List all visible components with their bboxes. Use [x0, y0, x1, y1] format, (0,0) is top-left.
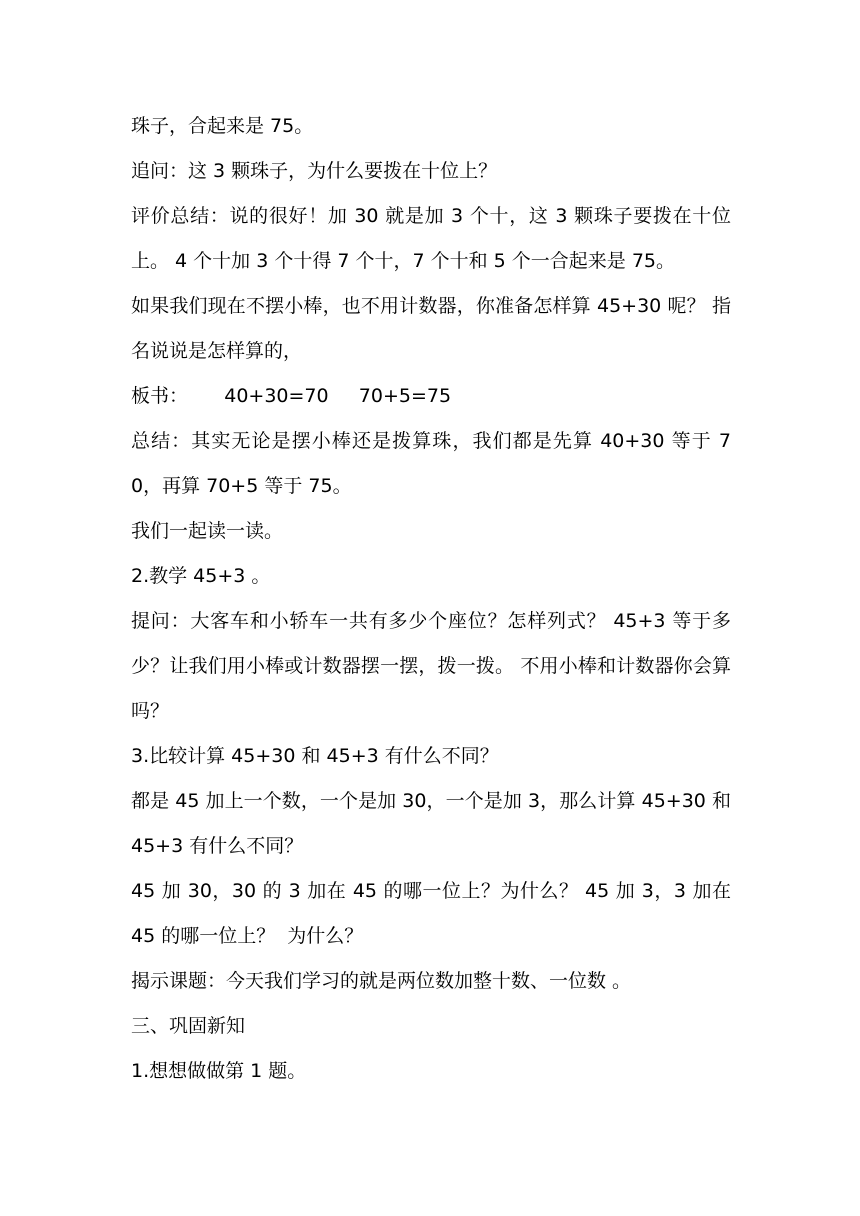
paragraph-question-seats: 提问：大客车和小轿车一共有多少个座位？怎样列式？ 45+3 等于多少？让我们用小棒或计数器摆一摆，拨一拨。 不用小棒和计数器你会算吗？	[131, 610, 731, 722]
paragraph-read-together: 我们一起读一读。	[131, 520, 284, 542]
paragraph-reveal-topic: 揭示课题：今天我们学习的就是两位数加整十数、一位数 。	[131, 970, 632, 992]
paragraph-blackboard-writing: 板书： 40+30=70 70+5=75	[131, 385, 452, 407]
paragraph-exercise-1: 1.想想做做第 1 题。	[131, 1060, 307, 1082]
paragraph-evaluation-summary: 评价总结：说的很好！加 30 就是加 3 个十，这 3 颗珠子要拨在十位上。 4 个十加 3 个十得 7 个十，7 个十和 5 个一合起来是 75。	[131, 205, 731, 272]
paragraph-heading-compare: 3.比较计算 45+30 和 45+3 有什么不同？	[131, 745, 499, 767]
paragraph-place-value-question: 45 加 30，30 的 3 加在 45 的哪一位上？为什么？ 45 加 3，3 加在 45 的哪一位上？ 为什么？	[131, 880, 738, 947]
paragraph-section-heading-consolidate: 三、巩固新知	[131, 1015, 246, 1037]
paragraph-compare-detail: 都是 45 加上一个数，一个是加 30，一个是加 3，那么计算 45+30 和 45+3 有什么不同？	[131, 790, 738, 857]
document-body	[131, 104, 738, 1094]
paragraph-heading-teaching-45-plus-3: 2.教学 45+3 。	[131, 565, 271, 587]
paragraph-beads-sum: 珠子，合起来是 75。	[131, 115, 314, 137]
paragraph-calculation-question: 如果我们现在不摆小棒，也不用计数器，你准备怎样算 45+30 呢？ 指名说说是怎样算的，	[131, 295, 731, 362]
paragraph-follow-up-question: 追问：这 3 颗珠子，为什么要拨在十位上？	[131, 160, 498, 182]
paragraph-summary: 总结：其实无论是摆小棒还是拨算珠，我们都是先算 40+30 等于 70，再算 70+5 等于 75。	[131, 430, 731, 497]
